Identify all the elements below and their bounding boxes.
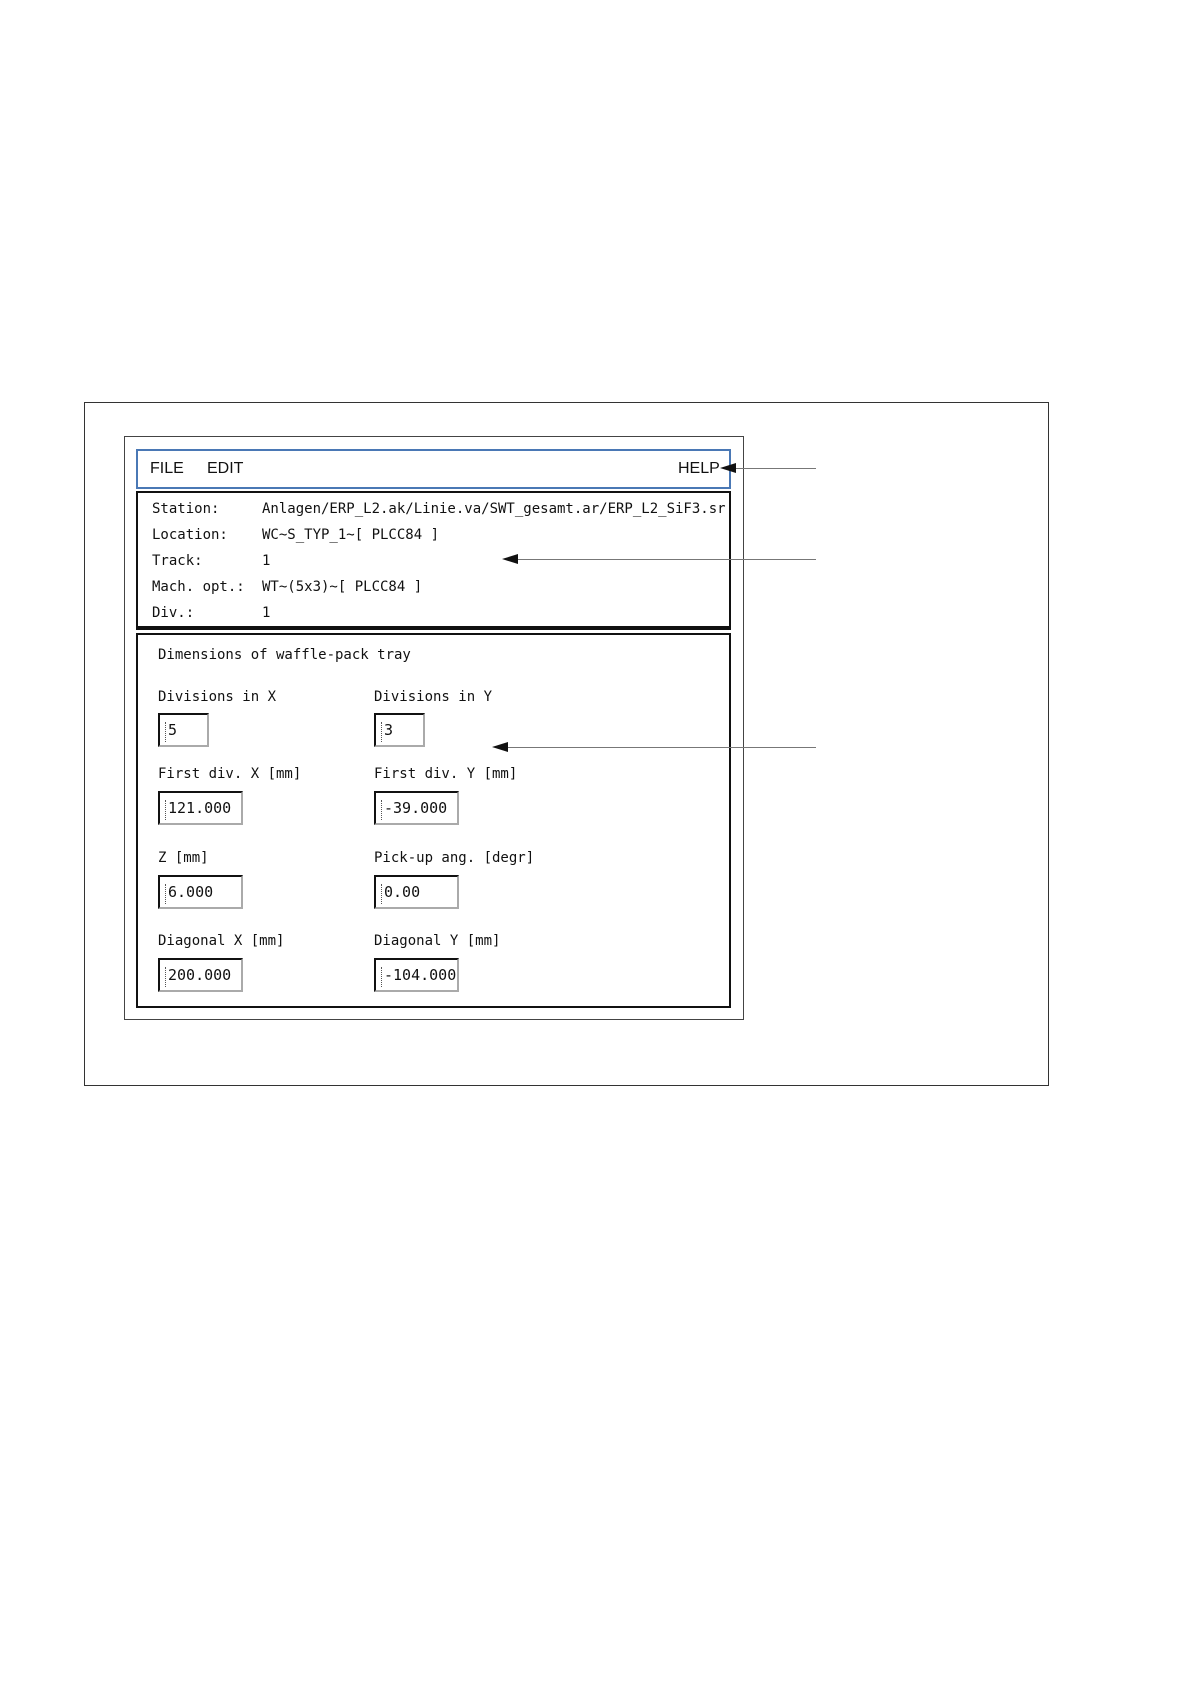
track-value: 1 bbox=[262, 553, 271, 569]
location-value: WC~S_TYP_1~[ PLCC84 ] bbox=[262, 527, 440, 543]
divisions-y-input[interactable] bbox=[374, 713, 425, 747]
pickup-ang-input[interactable] bbox=[374, 875, 459, 909]
text-cursor-icon bbox=[381, 800, 384, 820]
dimensions-panel bbox=[136, 633, 731, 1008]
text-cursor-icon bbox=[165, 967, 168, 987]
callout-line-info bbox=[518, 559, 816, 560]
arrow-left-icon bbox=[720, 463, 736, 473]
first-div-y-value: -39.000 bbox=[384, 799, 448, 817]
text-cursor-icon bbox=[381, 884, 384, 904]
info-panel bbox=[136, 491, 731, 630]
diagonal-x-label: Diagonal X [mm] bbox=[158, 933, 285, 949]
arrow-left-icon bbox=[502, 554, 518, 564]
mach-opt-value: WT~(5x3)~[ PLCC84 ] bbox=[262, 579, 423, 595]
menu-file[interactable]: FILE bbox=[150, 460, 184, 477]
diagonal-y-input[interactable] bbox=[374, 958, 459, 992]
diagonal-x-value: 200.000 bbox=[168, 966, 232, 984]
arrow-left-icon bbox=[492, 742, 508, 752]
text-cursor-icon bbox=[165, 884, 168, 904]
first-div-x-input[interactable] bbox=[158, 791, 243, 825]
diagonal-y-value: -104.000 bbox=[384, 966, 457, 984]
first-div-y-input[interactable] bbox=[374, 791, 459, 825]
menu-edit[interactable]: EDIT bbox=[207, 460, 244, 477]
text-cursor-icon bbox=[381, 967, 384, 987]
first-div-y-label: First div. Y [mm] bbox=[374, 766, 518, 782]
divisions-x-label: Divisions in X bbox=[158, 689, 277, 705]
text-cursor-icon bbox=[165, 800, 168, 820]
station-value: Anlagen/ERP_L2.ak/Linie.va/SWT_gesamt.ar/ERP_L2_SiF3.sr bbox=[262, 501, 726, 517]
callout-line-menu bbox=[736, 468, 816, 469]
pickup-ang-label: Pick-up ang. [degr] bbox=[374, 850, 535, 866]
first-div-x-value: 121.000 bbox=[168, 799, 232, 817]
z-input[interactable] bbox=[158, 875, 243, 909]
divisions-x-value: 5 bbox=[168, 721, 178, 739]
divisions-y-value: 3 bbox=[384, 721, 394, 739]
mach-opt-label: Mach. opt.: bbox=[152, 579, 245, 595]
text-cursor-icon bbox=[381, 722, 384, 742]
z-label: Z [mm] bbox=[158, 850, 209, 866]
divisions-y-label: Divisions in Y bbox=[374, 689, 493, 705]
menu-help[interactable]: HELP bbox=[678, 460, 720, 477]
tray-dialog-window bbox=[124, 436, 744, 1020]
diagonal-x-input[interactable] bbox=[158, 958, 243, 992]
divisions-x-input[interactable] bbox=[158, 713, 209, 747]
track-label: Track: bbox=[152, 553, 203, 569]
div-label: Div.: bbox=[152, 605, 195, 621]
panel-title: Dimensions of waffle-pack tray bbox=[158, 647, 411, 663]
diagonal-y-label: Diagonal Y [mm] bbox=[374, 933, 501, 949]
menu-bar bbox=[136, 449, 731, 489]
station-label: Station: bbox=[152, 501, 220, 517]
z-value: 6.000 bbox=[168, 883, 214, 901]
callout-line-dimensions bbox=[508, 747, 816, 748]
div-value: 1 bbox=[262, 605, 271, 621]
first-div-x-label: First div. X [mm] bbox=[158, 766, 302, 782]
pickup-ang-value: 0.00 bbox=[384, 883, 421, 901]
location-label: Location: bbox=[152, 527, 228, 543]
text-cursor-icon bbox=[165, 722, 168, 742]
